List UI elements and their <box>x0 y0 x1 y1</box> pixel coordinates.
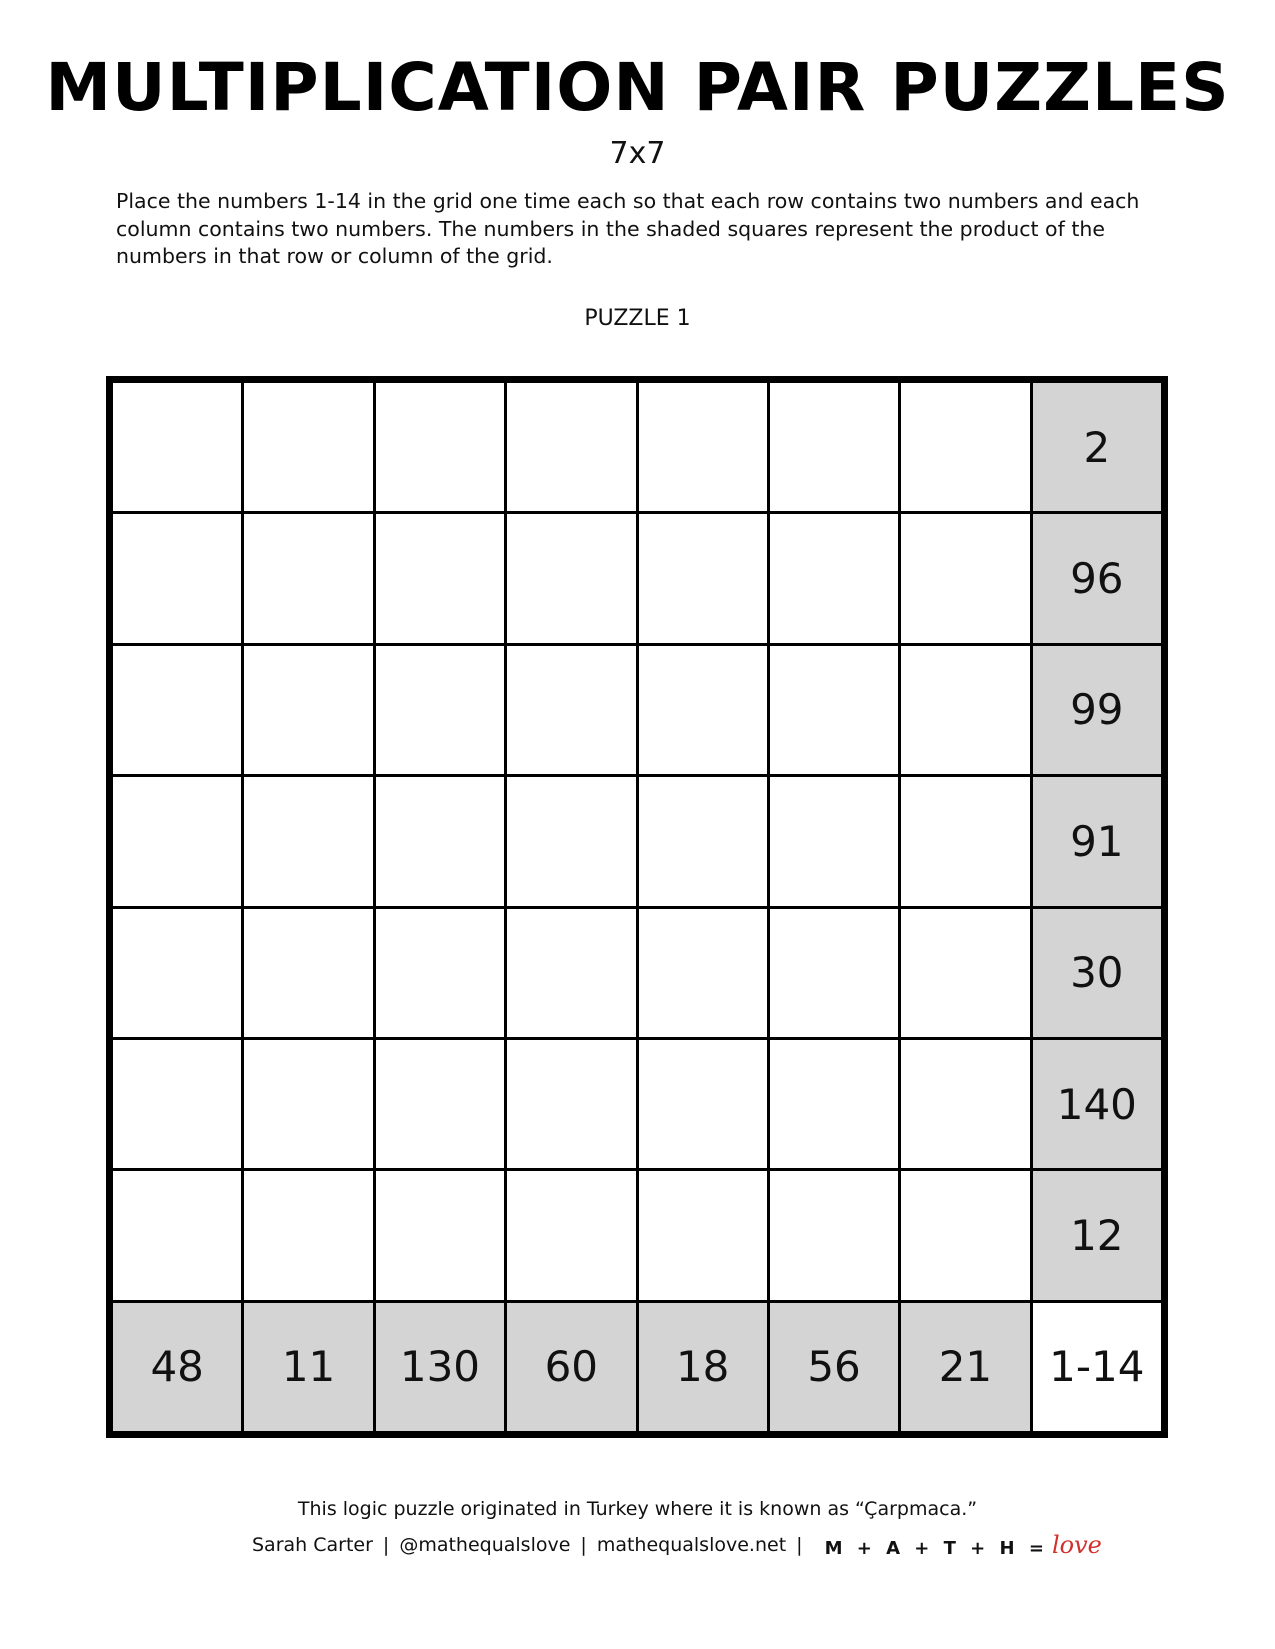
answer-cell[interactable] <box>770 383 898 511</box>
answer-cell[interactable] <box>507 646 635 774</box>
column-product-cell: 56 <box>770 1303 898 1431</box>
answer-cell[interactable] <box>507 777 635 905</box>
separator: | <box>580 1534 587 1556</box>
origin-note: This logic puzzle originated in Turkey where it is known as “Çarpmaca.” <box>297 1498 978 1520</box>
answer-cell[interactable] <box>901 514 1029 642</box>
answer-cell[interactable] <box>376 909 504 1037</box>
page-title: MULTIPLICATION PAIR PUZZLES <box>45 49 1230 126</box>
answer-cell[interactable] <box>901 777 1029 905</box>
answer-cell[interactable] <box>639 777 767 905</box>
answer-cell[interactable] <box>113 646 241 774</box>
column-product-cell: 11 <box>244 1303 372 1431</box>
answer-cell[interactable] <box>244 909 372 1037</box>
column-product-cell: 18 <box>639 1303 767 1431</box>
answer-cell[interactable] <box>376 514 504 642</box>
column-product-cell: 21 <box>901 1303 1029 1431</box>
answer-cell[interactable] <box>113 909 241 1037</box>
answer-cell[interactable] <box>639 1171 767 1299</box>
website: mathequalslove.net <box>596 1534 787 1556</box>
social-handle: @mathequalslove <box>399 1534 571 1556</box>
row-product-cell: 12 <box>1033 1171 1161 1299</box>
answer-cell[interactable] <box>639 909 767 1037</box>
answer-cell[interactable] <box>376 646 504 774</box>
answer-cell[interactable] <box>901 646 1029 774</box>
grid-size-subtitle: 7x7 <box>609 136 666 171</box>
answer-cell[interactable] <box>901 909 1029 1037</box>
column-product-cell: 130 <box>376 1303 504 1431</box>
answer-cell[interactable] <box>244 514 372 642</box>
answer-cell[interactable] <box>639 514 767 642</box>
answer-cell[interactable] <box>639 1040 767 1168</box>
answer-cell[interactable] <box>770 909 898 1037</box>
answer-cell[interactable] <box>376 383 504 511</box>
answer-cell[interactable] <box>507 514 635 642</box>
answer-cell[interactable] <box>507 1171 635 1299</box>
column-product-cell: 48 <box>113 1303 241 1431</box>
answer-cell[interactable] <box>507 909 635 1037</box>
answer-cell[interactable] <box>507 383 635 511</box>
answer-cell[interactable] <box>113 1171 241 1299</box>
math-love-logo <box>825 1531 1102 1559</box>
answer-cell[interactable] <box>770 514 898 642</box>
logo-text: M + A + T + H = <box>824 1538 1048 1559</box>
separator: | <box>382 1534 390 1556</box>
answer-cell[interactable] <box>244 1171 372 1299</box>
answer-cell[interactable] <box>901 383 1029 511</box>
answer-cell[interactable] <box>113 383 241 511</box>
column-product-cell: 60 <box>507 1303 635 1431</box>
answer-cell[interactable] <box>376 1171 504 1299</box>
row-product-cell: 96 <box>1033 514 1161 642</box>
row-product-cell: 30 <box>1033 909 1161 1037</box>
answer-cell[interactable] <box>639 646 767 774</box>
row-product-cell: 91 <box>1033 777 1161 905</box>
logo-love-script: love <box>1051 1531 1102 1559</box>
number-range-cell: 1-14 <box>1033 1303 1161 1431</box>
puzzle-grid <box>106 376 1168 1438</box>
answer-cell[interactable] <box>901 1040 1029 1168</box>
answer-cell[interactable] <box>244 777 372 905</box>
row-product-cell: 140 <box>1033 1040 1161 1168</box>
answer-cell[interactable] <box>244 383 372 511</box>
answer-cell[interactable] <box>376 1040 504 1168</box>
row-product-cell: 99 <box>1033 646 1161 774</box>
answer-cell[interactable] <box>113 777 241 905</box>
answer-cell[interactable] <box>770 1040 898 1168</box>
answer-cell[interactable] <box>244 646 372 774</box>
answer-cell[interactable] <box>770 646 898 774</box>
instructions: Place the numbers 1-14 in the grid one time each so that each row contains two numbers and each column contains two numbers. The numbers in the shaded squares represent the product of the numbers in that row or column of the grid. <box>116 189 1140 268</box>
answer-cell[interactable] <box>639 383 767 511</box>
puzzle-label: PUZZLE 1 <box>584 306 691 331</box>
answer-cell[interactable] <box>113 514 241 642</box>
answer-cell[interactable] <box>244 1040 372 1168</box>
answer-cell[interactable] <box>770 777 898 905</box>
answer-cell[interactable] <box>901 1171 1029 1299</box>
row-product-cell: 2 <box>1033 383 1161 511</box>
answer-cell[interactable] <box>376 777 504 905</box>
answer-cell[interactable] <box>507 1040 635 1168</box>
separator: | <box>796 1534 803 1556</box>
credits-line <box>252 1530 1102 1560</box>
author-name: Sarah Carter <box>252 1534 373 1556</box>
answer-cell[interactable] <box>113 1040 241 1168</box>
answer-cell[interactable] <box>770 1171 898 1299</box>
